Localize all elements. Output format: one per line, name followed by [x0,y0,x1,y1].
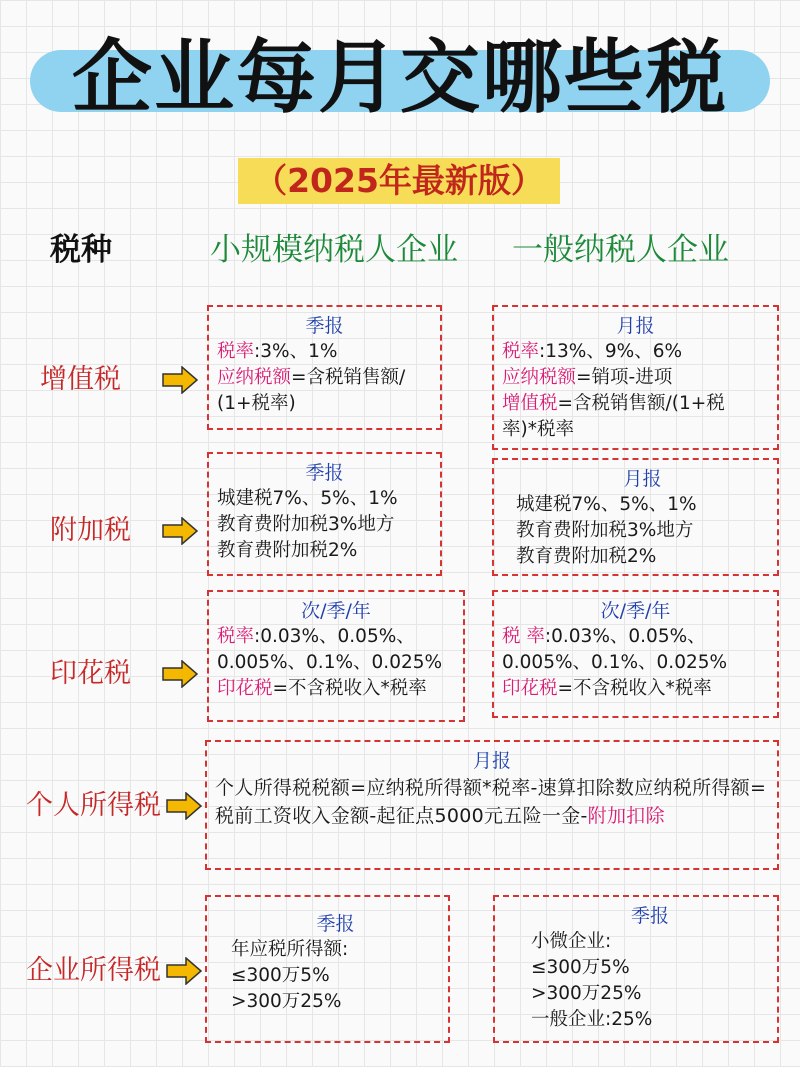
vat-small-payable-value: =含税销售额/ [291,367,406,388]
surcharge-small-box [207,452,442,576]
stamp-general-rate-line [502,624,769,650]
vat-general-rate-value: :13%、9%、6% [539,341,683,362]
arrow-right-icon [166,957,202,985]
vat-general-vat-value-2: 率)*税率 [502,419,574,440]
row-label-corporate: 企业所得税 [26,955,161,986]
stamp-small-formula-line [217,676,455,702]
corporate-general-line-3: >300万25% [531,983,642,1004]
stamp-small-box [207,590,465,722]
vat-small-rate-value: :3%、1% [254,341,338,362]
corporate-general-line-1: 小微企业: [531,931,612,952]
surcharge-small-line-2: 教育费附加税3%地方 [217,514,395,535]
row-label-surcharge: 附加税 [50,515,131,546]
vat-general-period: 月报 [616,315,655,337]
stamp-general-formula: =不含税收入*税率 [557,678,712,699]
vat-general-rate-line [502,339,769,365]
stamp-small-rate-line [217,624,455,650]
surcharge-small-line-1: 城建税7%、5%、1% [217,488,398,509]
corporate-general-period: 季报 [630,905,669,927]
surcharge-small-period: 季报 [305,462,344,484]
column-header-tax-type: 税种 [50,232,112,268]
vat-general-payable-key: 应纳税额 [502,367,577,388]
arrow-right-icon [162,517,198,545]
row-label-stamp: 印花税 [50,658,131,689]
personal-tax-box [205,740,779,870]
stamp-general-formula-line [502,676,769,702]
row-label-vat: 增值税 [40,364,121,395]
vat-general-vat-key: 增值税 [502,393,558,414]
stamp-general-box [492,590,779,718]
stamp-general-key: 印花税 [502,678,558,699]
corporate-general-box [493,895,779,1043]
vat-general-rate-key: 税率 [502,341,540,362]
surcharge-general-period: 月报 [623,468,662,490]
vat-general-payable-value: =销项-进项 [576,367,673,388]
stamp-small-rate-key: 税率 [217,626,255,647]
surcharge-general-box [492,458,779,576]
stamp-small-formula: =不含税收入*税率 [272,678,427,699]
arrow-right-icon [166,792,202,820]
page-title: 企业每月交哪些税 [72,31,728,124]
vat-small-payable-key: 应纳税额 [217,367,292,388]
personal-period: 月报 [472,750,511,772]
corporate-general-line-4: 一般企业:25% [531,1009,653,1030]
row-label-personal: 个人所得税 [26,790,161,821]
vat-small-payable-value-2: (1+税率) [217,393,296,414]
surcharge-general-line-3: 教育费附加税2% [516,546,657,567]
corporate-small-line-3: >300万25% [231,991,342,1012]
corporate-small-box [205,895,450,1043]
vat-small-payable-line [217,365,432,391]
corporate-small-line-2: ≤300万5% [231,965,330,986]
stamp-general-rate-value: :0.03%、0.05%、 [544,626,706,647]
stamp-general-rate-value-2: 0.005%、0.1%、0.025% [502,652,728,673]
personal-formula: 个人所得税税额=应纳税所得额*税率-速算扣除数应纳税所得额=税前工资收入金额-起征点5000元五险一金- [215,777,767,827]
column-header-small-scale: 小规模纳税人企业 [210,232,458,268]
personal-formula-text [215,774,769,830]
arrow-right-icon [162,366,198,394]
vat-general-vat-line [502,391,769,417]
vat-small-box [207,305,442,430]
stamp-small-rate-value-2: 0.005%、0.1%、0.025% [217,652,443,673]
page-subtitle: （2025年最新版） [254,161,544,200]
column-header-general: 一般纳税人企业 [512,232,729,268]
vat-general-box [492,305,779,450]
personal-additional-deduction: 附加扣除 [587,805,665,827]
surcharge-general-line-1: 城建税7%、5%、1% [516,494,697,515]
surcharge-general-line-2: 教育费附加税3%地方 [516,520,694,541]
vat-general-payable-line [502,365,769,391]
corporate-small-line-1: 年应税所得额: [231,939,349,960]
title-banner [0,22,800,132]
vat-general-vat-value: =含税销售额/(1+税 [557,393,725,414]
stamp-general-rate-key: 税 率 [502,626,545,647]
stamp-small-period: 次/季/年 [301,600,371,622]
surcharge-small-line-3: 教育费附加税2% [217,540,358,561]
vat-small-rate-key: 税率 [217,341,255,362]
stamp-general-period: 次/季/年 [600,600,671,622]
arrow-right-icon [162,660,198,688]
corporate-general-line-2: ≤300万5% [531,957,630,978]
vat-small-period: 季报 [305,315,344,337]
stamp-small-rate-value: :0.03%、0.05%、 [254,626,415,647]
stamp-small-key: 印花税 [217,678,273,699]
vat-small-rate-line [217,339,432,365]
corporate-small-period: 季报 [316,913,355,935]
